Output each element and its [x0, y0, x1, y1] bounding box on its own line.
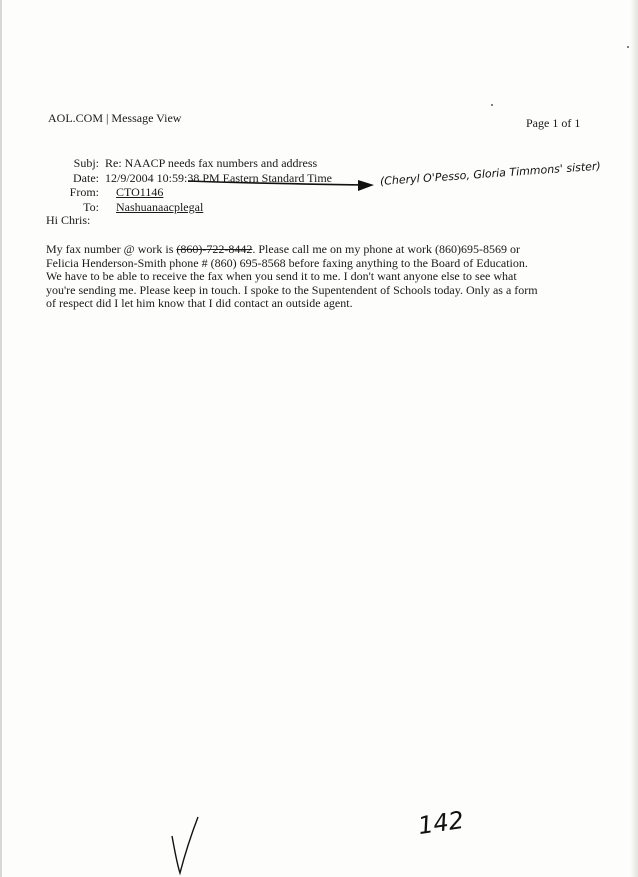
from-label: From: [69, 185, 99, 199]
subject-value: Re: NAACP needs fax numbers and address [105, 156, 318, 170]
date-value: 12/9/2004 10:59:38 PM Eastern Standard Time [105, 170, 333, 185]
body-line-1-end: . Please call me on my phone at work (860)695-8569 or [252, 242, 520, 256]
from-value: CTO1146 [116, 185, 164, 199]
greeting: Hi Chris: [46, 213, 91, 227]
date-label: Date: [73, 170, 99, 185]
body-line-1-start: My fax number @ work is [46, 242, 177, 256]
handwritten-page-number: 142 [416, 805, 466, 841]
subject-label: Subj: [73, 156, 99, 170]
body-line: of respect did I let him know that I did contact an outside agent. [46, 296, 353, 311]
to-value: Nashuanaacplegal [116, 199, 204, 214]
to-label: To: [83, 199, 99, 214]
page-header-title: AOL.COM | Message View [48, 111, 182, 125]
page-header-pagenum: Page 1 of 1 [526, 116, 581, 130]
body-line: you're sending me. Please keep in touch. I spoke to the Supentendent of Schools today. Only as a form [46, 282, 538, 297]
body-line: We have to be able to receive the fax when you send it to me. I don't want anyone else to see what [46, 269, 517, 284]
struck-fax-number: (860)-722-8442 [176, 242, 253, 256]
handwritten-annotation: (Cheryl O'Pesso, Gloria Timmons' sister) [379, 159, 602, 188]
arrow-icon [188, 180, 374, 191]
body-line: Felicia Henderson-Smith phone # (860) 695-8568 before faxing anything to the Board of Education. [46, 255, 528, 270]
checkmark-icon [172, 817, 198, 873]
